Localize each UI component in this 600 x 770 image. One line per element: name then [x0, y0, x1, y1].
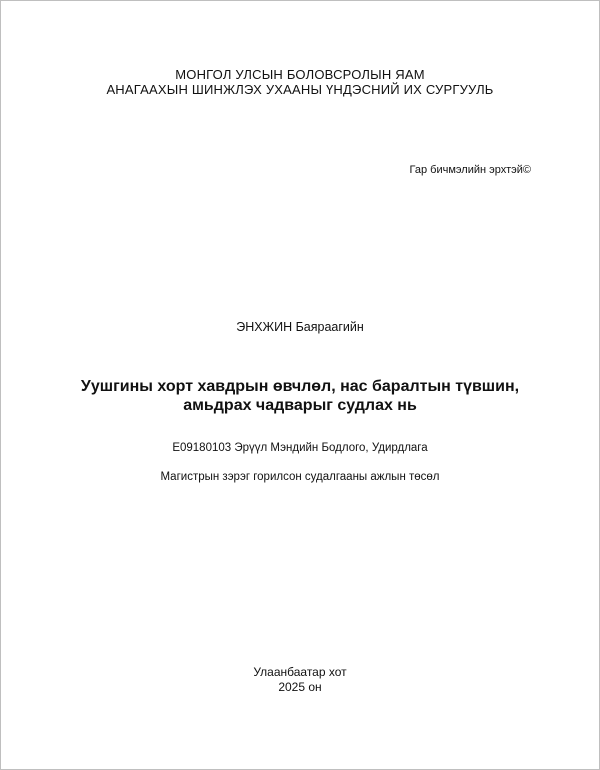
year: 2025 он — [278, 680, 322, 694]
copyright-notice: Гар бичмэлийн эрхтэй© — [409, 164, 531, 176]
author-name: ЭНХЖИН Баяраагийн — [236, 320, 364, 334]
ministry-name: МОНГОЛ УЛСЫН БОЛОВСРОЛЫН ЯАМ — [175, 67, 425, 82]
thesis-title-line-2: амьдрах чадварыг судлах нь — [183, 397, 417, 414]
place: Улаанбаатар хот — [253, 665, 347, 679]
university-name: АНАГААХЫН ШИНЖЛЭХ УХААНЫ ҮНДЭСНИЙ ИХ СУРГУУЛЬ — [106, 82, 494, 97]
thesis-title-line-1: Уушгины хорт хавдрын өвчлөл, нас баралтын түвшин, — [80, 378, 520, 395]
program-code: E09180103 Эрүүл Мэндийн Бодлого, Удирдлага — [172, 442, 428, 454]
document-type: Магистрын зэрэг горилсон судалгааны ажлын төсөл — [160, 471, 440, 483]
